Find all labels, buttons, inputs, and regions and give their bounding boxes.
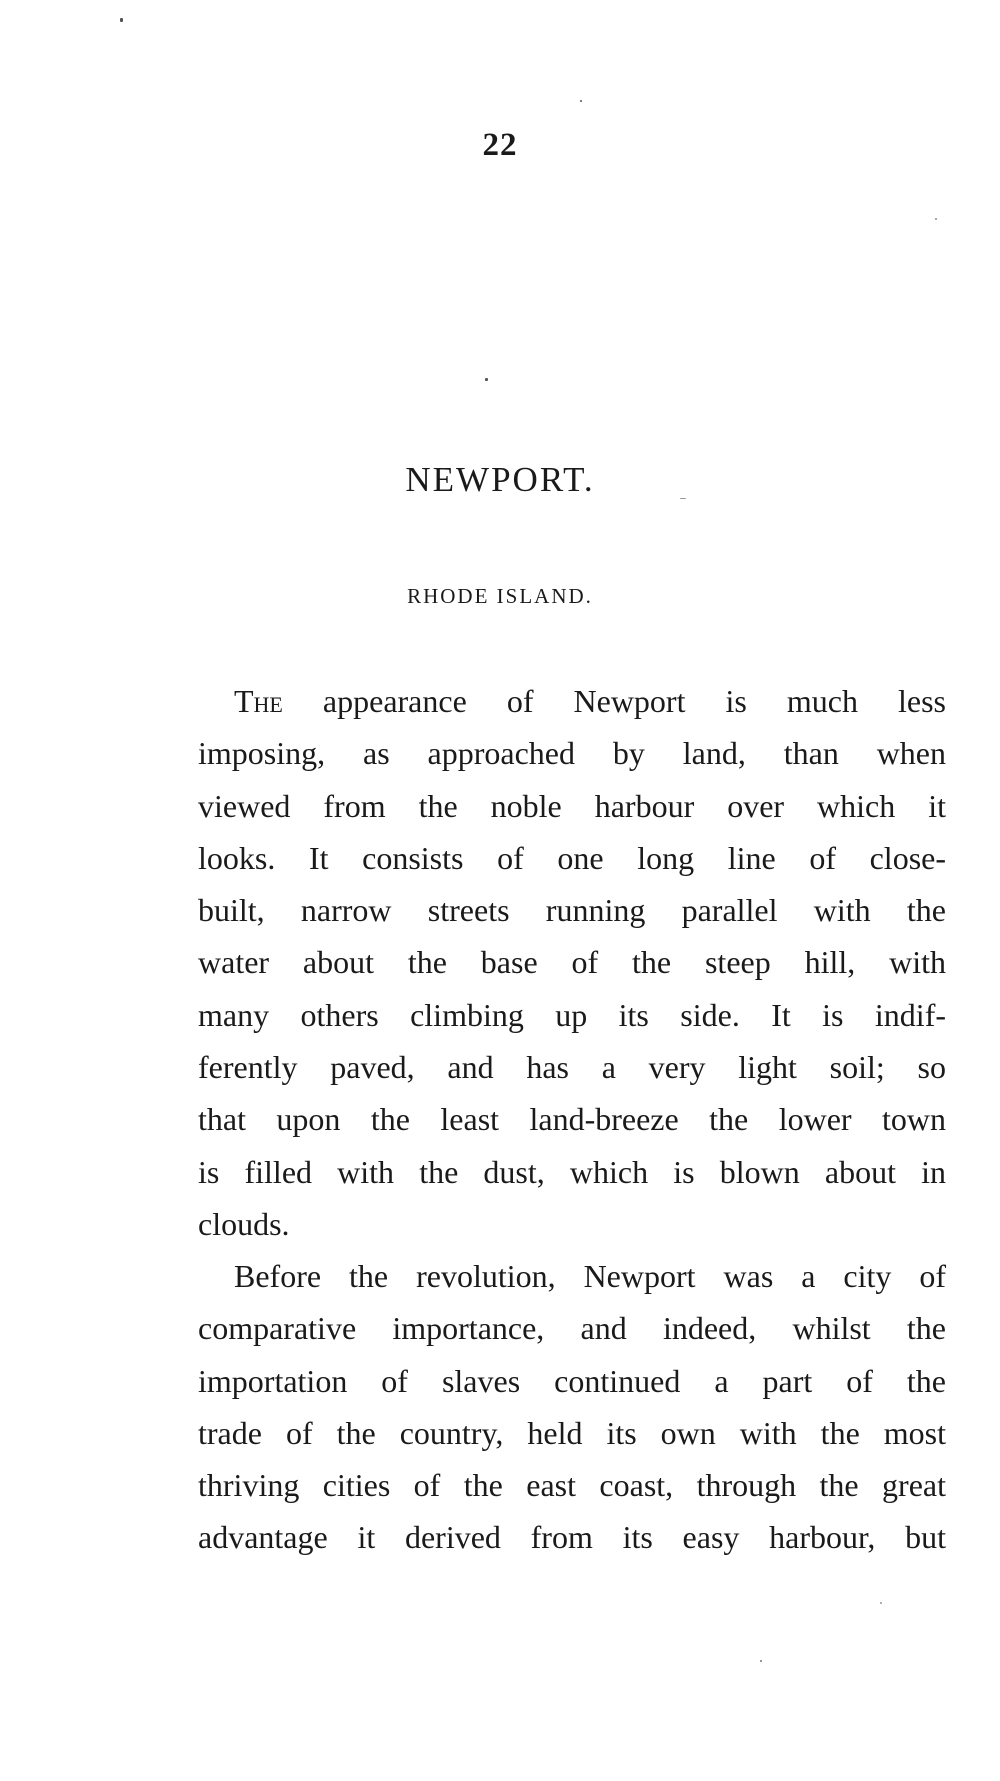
paper-speck (680, 498, 686, 499)
text-line: Before the revolution, Newport was a city of (234, 1258, 946, 1294)
lead-word: The (234, 683, 283, 719)
text-line: water about the base of the steep hill, with (198, 944, 946, 981)
text-line: viewed from the noble harbour over which it (198, 787, 946, 824)
text-line: many others climbing up its side. It is indif- (198, 996, 946, 1033)
text-line: clouds. (198, 1205, 290, 1242)
text-line: is filled with the dust, which is blown about in (198, 1153, 946, 1190)
text-line: comparative importance, and indeed, whilst the (198, 1310, 946, 1347)
paper-speck (485, 378, 488, 381)
paper-speck (120, 18, 123, 22)
paper-speck (880, 1602, 882, 1604)
paragraph-2 (198, 1250, 946, 1564)
text-line: The appearance of Newport is much less (234, 683, 946, 719)
chapter-subtitle: RHODE ISLAND. (407, 584, 593, 608)
text-line: looks. It consists of one long line of close- (198, 839, 946, 876)
text-line: ferently paved, and has a very light soil; so (198, 1049, 946, 1086)
paper-speck (760, 1660, 762, 1662)
chapter-title: NEWPORT. (405, 460, 595, 499)
paper-speck (935, 218, 937, 220)
text-line: built, narrow streets running parallel with the (198, 892, 946, 929)
page-number: 22 (482, 127, 518, 163)
text-line: trade of the country, held its own with the most (198, 1414, 946, 1451)
text-line: importation of slaves continued a part of the (198, 1362, 946, 1399)
paragraph-1 (198, 675, 946, 1250)
paper-speck (580, 100, 582, 102)
text-line: imposing, as approached by land, than when (198, 735, 946, 772)
text-line: that upon the least land-breeze the lower town (198, 1101, 946, 1138)
text-line: thriving cities of the east coast, through the great (198, 1467, 946, 1504)
text-line: advantage it derived from its easy harbour, but (198, 1519, 946, 1556)
